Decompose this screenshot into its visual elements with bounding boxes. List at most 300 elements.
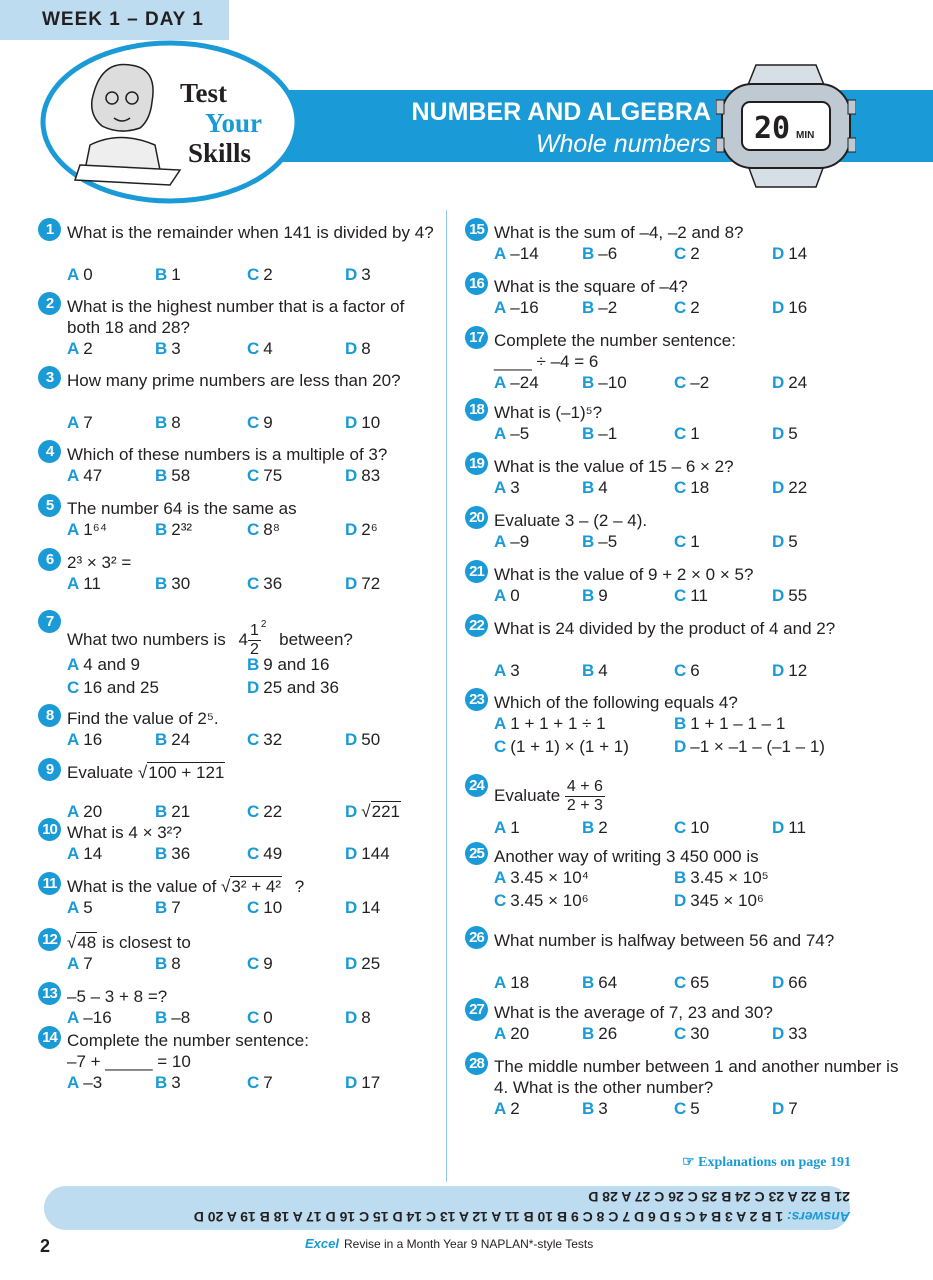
option-C — [247, 801, 282, 822]
option-D — [772, 660, 807, 681]
option-value: 30 — [171, 574, 191, 593]
option-C — [674, 1023, 709, 1044]
option-value: –6 — [598, 244, 618, 263]
page-number: 2 — [40, 1236, 51, 1256]
question-text-part: What number is halfway between 56 and 74? — [494, 931, 835, 950]
question-text-after: ? — [290, 877, 305, 896]
question-line-2: –7 + _____ = 10 — [67, 1052, 191, 1071]
option-letter: D — [772, 973, 785, 992]
option-B — [582, 817, 608, 838]
option-C — [674, 423, 700, 444]
question-text — [67, 876, 440, 897]
option-letter: D — [674, 891, 687, 910]
option-value: 4 — [263, 339, 273, 358]
question-number-badge: 25 — [465, 842, 488, 865]
option-letter: A — [67, 339, 80, 358]
option-C — [674, 297, 700, 318]
option-A — [67, 729, 102, 750]
question-number-badge: 23 — [465, 688, 488, 711]
option-letter: B — [582, 478, 595, 497]
fraction — [565, 778, 605, 815]
option-A — [494, 585, 520, 606]
option-A — [67, 897, 93, 918]
option-A — [494, 531, 529, 552]
option-letter: A — [67, 466, 80, 485]
option-C — [674, 372, 709, 393]
option-value: 24 — [788, 373, 808, 392]
option-B — [155, 1072, 181, 1093]
timer-unit: MIN — [796, 130, 815, 141]
option-letter: B — [155, 466, 168, 485]
fraction-power: 2 — [260, 619, 267, 630]
option-B — [155, 843, 190, 864]
option-B — [674, 867, 769, 888]
option-value: (1 + 1) × (1 + 1) — [510, 737, 629, 756]
option-letter: D — [674, 737, 687, 756]
option-value: –16 — [83, 1008, 112, 1027]
option-letter: A — [494, 1099, 507, 1118]
option-value: 3 — [171, 1073, 181, 1092]
option-letter: D — [345, 1073, 358, 1092]
option-letter: C — [494, 737, 507, 756]
option-D — [345, 264, 371, 285]
option-value: 5 — [788, 532, 798, 551]
option-letter: C — [247, 898, 260, 917]
question-text — [67, 986, 440, 1007]
option-value: 64 — [598, 973, 618, 992]
option-letter: D — [772, 532, 785, 551]
question-text — [494, 692, 905, 713]
option-D — [345, 729, 380, 750]
question-text-part: The middle number between 1 and another number is 4. What is the other number? — [494, 1057, 899, 1097]
option-A — [494, 1098, 520, 1119]
option-letter: A — [67, 898, 80, 917]
question-number-badge: 8 — [38, 704, 61, 727]
option-value: 65 — [690, 973, 710, 992]
option-C — [247, 1007, 273, 1028]
option-letter: D — [345, 1008, 358, 1027]
option-letter: B — [155, 1073, 168, 1092]
option-letter: A — [67, 265, 80, 284]
week-day-tab: WEEK 1 – DAY 1 — [0, 0, 229, 40]
option-B — [582, 660, 608, 681]
option-letter: A — [494, 478, 507, 497]
answers-line-2: 21 B 22 A 23 C 24 B 25 C 26 C 27 A 28 D — [588, 1189, 850, 1205]
option-value — [361, 801, 401, 821]
square-root: √221 — [361, 802, 400, 821]
question-text-part: What is (–1)⁵? — [494, 403, 603, 422]
option-B — [155, 465, 190, 486]
option-D — [772, 1023, 807, 1044]
question-number-badge: 14 — [38, 1026, 61, 1049]
option-letter: D — [345, 574, 358, 593]
option-value: 5 — [788, 424, 798, 443]
option-A — [494, 243, 539, 264]
question-text-part: What is the remainder when 141 is divided by 4? — [67, 223, 434, 242]
option-value: 55 — [788, 586, 808, 605]
question-number-badge: 5 — [38, 494, 61, 517]
question-text-part: Find the value of 2⁵. — [67, 709, 219, 728]
option-C — [247, 465, 282, 486]
question-number-badge: 9 — [38, 758, 61, 781]
option-value: 4 and 9 — [83, 655, 141, 674]
option-C — [674, 243, 700, 264]
option-A — [67, 465, 102, 486]
question-text — [494, 510, 905, 531]
option-C — [247, 573, 282, 594]
option-D — [345, 519, 378, 540]
option-letter: D — [772, 424, 785, 443]
question-text — [494, 618, 905, 639]
option-value: –8 — [171, 1008, 191, 1027]
option-A — [494, 297, 539, 318]
option-D — [345, 953, 380, 974]
question-text-part: What is 4 × 3²? — [67, 823, 182, 842]
option-value: 2 — [510, 1099, 520, 1118]
option-value: 2 — [690, 298, 700, 317]
logo-word-test: Test — [180, 78, 228, 108]
option-B — [582, 372, 627, 393]
option-value: 2 — [690, 244, 700, 263]
option-letter: B — [155, 413, 168, 432]
option-B — [155, 264, 181, 285]
question-text-part: What is the value of 15 – 6 × 2? — [494, 457, 734, 476]
option-A — [67, 519, 107, 540]
column-divider — [446, 210, 447, 1182]
option-D — [772, 243, 807, 264]
logo-word-skills: Skills — [188, 138, 252, 168]
option-value: 30 — [690, 1024, 710, 1043]
question-number-badge: 24 — [465, 774, 488, 797]
option-value: –14 — [510, 244, 539, 263]
question-number-badge: 28 — [465, 1052, 488, 1075]
option-C — [247, 897, 282, 918]
option-value: 2⁶ — [361, 520, 378, 539]
option-A — [67, 953, 93, 974]
option-letter: B — [155, 898, 168, 917]
question-number-badge: 4 — [38, 440, 61, 463]
option-value: 25 — [361, 954, 381, 973]
question-text-part: Which of these numbers is a multiple of 3? — [67, 445, 388, 464]
option-value: 21 — [171, 802, 191, 821]
question-text — [67, 932, 440, 953]
question-number-badge: 26 — [465, 926, 488, 949]
option-value: 20 — [83, 802, 103, 821]
option-value: 8 — [361, 339, 371, 358]
option-letter: B — [247, 655, 260, 674]
logo-word-your: Your — [205, 108, 263, 138]
option-letter: B — [155, 844, 168, 863]
option-D — [345, 465, 380, 486]
option-value: 8⁸ — [263, 520, 280, 539]
option-A — [494, 972, 529, 993]
option-value: 36 — [263, 574, 283, 593]
option-value: 5 — [83, 898, 93, 917]
explanations-note: ☞ Explanations on page 191 — [682, 1155, 851, 1170]
option-letter: C — [674, 478, 687, 497]
option-value: 4 — [598, 478, 608, 497]
option-value: 8 — [361, 1008, 371, 1027]
option-B — [582, 1098, 608, 1119]
option-B — [582, 297, 617, 318]
question-text — [67, 222, 440, 243]
option-value: 47 — [83, 466, 103, 485]
option-value: 66 — [788, 973, 808, 992]
option-value: –24 — [510, 373, 539, 392]
option-letter: C — [674, 298, 687, 317]
option-value: 20 — [510, 1024, 530, 1043]
option-C — [494, 736, 629, 757]
option-value: 2³² — [171, 520, 193, 539]
option-B — [155, 729, 190, 750]
option-C — [674, 972, 709, 993]
question-text — [67, 614, 440, 659]
option-A — [494, 423, 529, 444]
option-letter: A — [67, 413, 80, 432]
option-value: 58 — [171, 466, 191, 485]
option-value: –10 — [598, 373, 627, 392]
option-letter: D — [345, 466, 358, 485]
option-D — [772, 972, 807, 993]
option-value: 8 — [171, 413, 181, 432]
option-letter: D — [772, 1099, 785, 1118]
question-text — [494, 456, 905, 477]
option-B — [582, 1023, 617, 1044]
option-D — [772, 372, 807, 393]
question-text-part: What is the sum of –4, –2 and 8? — [494, 223, 744, 242]
question-text-part: 2³ × 3² = — [67, 553, 132, 572]
question-text — [67, 370, 440, 391]
option-C — [67, 677, 159, 698]
option-value: 0 — [263, 1008, 273, 1027]
option-letter: A — [494, 818, 507, 837]
option-value: 83 — [361, 466, 381, 485]
option-letter: B — [582, 532, 595, 551]
option-letter: A — [494, 714, 507, 733]
option-letter: A — [494, 586, 507, 605]
footer-brand: Excel — [305, 1236, 339, 1251]
option-A — [67, 412, 93, 433]
option-A — [67, 338, 93, 359]
option-letter: B — [155, 574, 168, 593]
option-letter: B — [582, 586, 595, 605]
option-value: 2 — [83, 339, 93, 358]
option-letter: D — [772, 1024, 785, 1043]
option-letter: C — [494, 891, 507, 910]
option-letter: D — [247, 678, 260, 697]
option-letter: C — [247, 574, 260, 593]
option-letter: A — [67, 655, 80, 674]
option-letter: C — [674, 532, 687, 551]
option-letter: B — [582, 244, 595, 263]
question-text — [494, 222, 905, 243]
option-letter: C — [247, 339, 260, 358]
option-letter: B — [155, 802, 168, 821]
question-text-part: Complete the number sentence: — [67, 1031, 309, 1050]
option-value: 3 — [510, 661, 520, 680]
question-text — [494, 846, 905, 867]
option-value: 7 — [788, 1099, 798, 1118]
option-value: 22 — [788, 478, 808, 497]
option-letter: B — [582, 373, 595, 392]
question-number-badge: 11 — [38, 872, 61, 895]
option-letter: B — [674, 714, 687, 733]
option-value: 3 — [510, 478, 520, 497]
option-value: –9 — [510, 532, 530, 551]
option-letter: C — [247, 1073, 260, 1092]
option-value: –16 — [510, 298, 539, 317]
option-value: 3.45 × 10⁴ — [510, 868, 589, 887]
question-text — [67, 762, 440, 783]
question-text — [494, 778, 905, 815]
question-number-badge: 10 — [38, 818, 61, 841]
option-value: 345 × 10⁶ — [690, 891, 764, 910]
option-value: 12 — [788, 661, 808, 680]
option-C — [494, 890, 589, 911]
question-text-part: What is the highest number that is a factor of both 18 and 28? — [67, 297, 405, 337]
fraction-denominator: 2 — [249, 641, 259, 659]
option-A — [67, 654, 140, 675]
option-value: 14 — [361, 898, 381, 917]
option-A — [494, 1023, 529, 1044]
option-B — [155, 412, 181, 433]
option-C — [247, 1072, 273, 1093]
option-letter: C — [247, 802, 260, 821]
stopwatch-icon — [716, 60, 856, 190]
option-value: 5 — [690, 1099, 700, 1118]
option-A — [494, 660, 520, 681]
question-text-after: between? — [274, 630, 353, 649]
question-text-part: Another way of writing 3 450 000 is — [494, 847, 759, 866]
question-text — [67, 708, 440, 729]
option-value: 11 — [690, 586, 708, 605]
question-text — [494, 930, 905, 951]
option-C — [247, 953, 273, 974]
option-C — [674, 1098, 700, 1119]
option-A — [67, 573, 101, 594]
option-letter: A — [67, 730, 80, 749]
option-letter: B — [155, 339, 168, 358]
question-number-badge: 2 — [38, 292, 61, 315]
option-C — [674, 531, 700, 552]
option-value: 72 — [361, 574, 381, 593]
option-B — [582, 477, 608, 498]
option-B — [674, 713, 785, 734]
option-D — [674, 736, 825, 757]
option-letter: C — [247, 844, 260, 863]
question-number-badge: 7 — [38, 610, 61, 633]
option-value: 9 — [598, 586, 608, 605]
option-D — [772, 1098, 798, 1119]
option-letter: A — [67, 844, 80, 863]
question-number-badge: 19 — [465, 452, 488, 475]
option-value: 1 — [690, 532, 700, 551]
option-D — [345, 573, 380, 594]
option-B — [582, 531, 617, 552]
option-letter: C — [247, 730, 260, 749]
option-value: 9 — [263, 413, 273, 432]
option-value: –2 — [598, 298, 618, 317]
question-number-badge: 3 — [38, 366, 61, 389]
option-letter: D — [772, 586, 785, 605]
option-B — [155, 519, 192, 540]
option-D — [345, 843, 390, 864]
option-letter: C — [674, 1024, 687, 1043]
option-value: 10 — [263, 898, 283, 917]
option-value: 7 — [83, 954, 93, 973]
option-D — [247, 677, 339, 698]
option-C — [674, 585, 708, 606]
option-B — [582, 243, 617, 264]
question-text-part: How many prime numbers are less than 20? — [67, 371, 401, 390]
option-letter: C — [674, 661, 687, 680]
option-C — [674, 817, 709, 838]
option-C — [674, 477, 709, 498]
option-D — [345, 801, 401, 822]
option-C — [247, 338, 273, 359]
option-A — [67, 843, 102, 864]
option-D — [345, 338, 371, 359]
option-value: 1 — [171, 265, 181, 284]
question-number-badge: 13 — [38, 982, 61, 1005]
question-number-badge: 22 — [465, 614, 488, 637]
option-letter: C — [674, 973, 687, 992]
option-letter: D — [345, 844, 358, 863]
option-value: 49 — [263, 844, 283, 863]
option-value: 9 and 16 — [263, 655, 330, 674]
question-text-part: What is the square of –4? — [494, 277, 688, 296]
question-text — [67, 552, 440, 573]
option-C — [247, 264, 273, 285]
option-letter: A — [494, 661, 507, 680]
option-C — [247, 412, 273, 433]
question-text — [494, 564, 905, 585]
option-letter: D — [345, 520, 358, 539]
question-text-part: What is the value of — [67, 877, 217, 896]
option-value: 3 — [361, 265, 371, 284]
option-value: 1 — [690, 424, 700, 443]
option-value: 6 — [690, 661, 700, 680]
option-value: 36 — [171, 844, 191, 863]
option-letter: A — [67, 954, 80, 973]
option-value: 2 — [598, 818, 608, 837]
option-value: 22 — [263, 802, 283, 821]
square-root: √48 — [67, 933, 97, 952]
option-D — [772, 817, 806, 838]
question-text-part: –5 – 3 + 8 =? — [67, 987, 168, 1006]
option-value: 1 + 1 + 1 ÷ 1 — [510, 714, 606, 733]
option-letter: B — [582, 1099, 595, 1118]
option-D — [772, 585, 807, 606]
question-text — [67, 498, 440, 519]
option-value: –1 × –1 – (–1 – 1) — [690, 737, 825, 756]
option-B — [155, 897, 181, 918]
fraction-denominator: 2 + 3 — [566, 797, 603, 814]
question-text — [494, 402, 905, 423]
option-letter: D — [772, 373, 785, 392]
option-D — [345, 1072, 380, 1093]
question-text-part: The number 64 is the same as — [67, 499, 297, 518]
option-value: 0 — [510, 586, 520, 605]
option-letter: B — [582, 973, 595, 992]
option-value: 3 — [171, 339, 181, 358]
option-letter: A — [494, 244, 507, 263]
square-root: √100 + 121 — [137, 763, 225, 782]
option-value: 7 — [263, 1073, 273, 1092]
question-number-badge: 18 — [465, 398, 488, 421]
option-value: 1 — [510, 818, 520, 837]
option-A — [67, 801, 102, 822]
